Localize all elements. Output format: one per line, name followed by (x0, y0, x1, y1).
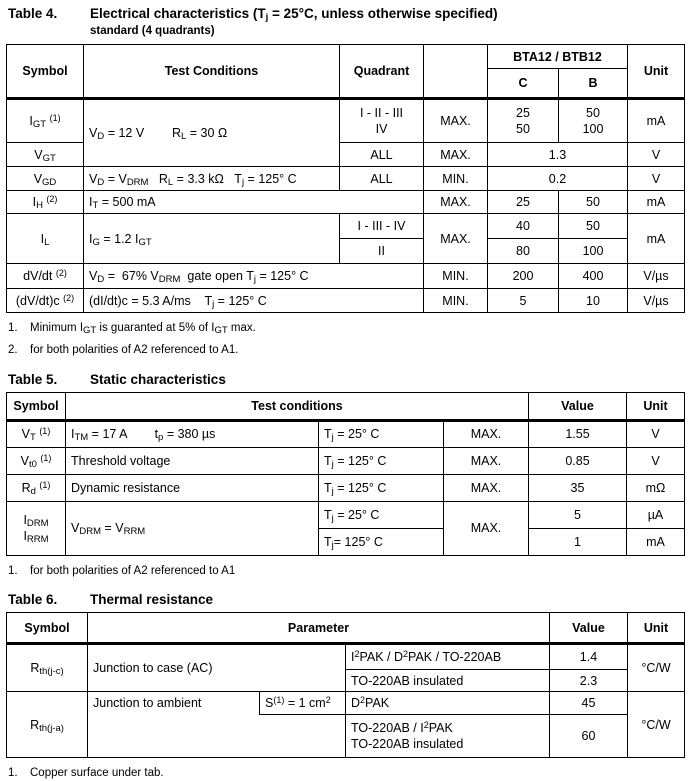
table-cell: I - III - IV (340, 214, 424, 239)
table-cell: MAX. (424, 143, 488, 167)
table-cell: $TO-220AB / I^2PAK$ TO-220AB insulated (346, 715, 550, 758)
table-4-footnote-1 (8, 321, 691, 335)
table-cell: $R_{th(j-a)}$ (7, 692, 88, 758)
table-cell: 25 (488, 191, 559, 214)
table-cell: (dI/dt)c = 5.3 A/ms $T_j = 125^\circ$ C (84, 289, 424, 313)
table-cell: V/µs (628, 264, 685, 289)
table-cell: $R_d$ $^{(1)}$ (7, 474, 66, 501)
table-row (7, 474, 685, 501)
table-cell: $I_H$ $^{(2)}$ (7, 191, 84, 214)
table-6-label: Table 6. (8, 592, 58, 608)
data-table (6, 392, 685, 556)
table-cell: Junction to ambient (88, 692, 260, 715)
data-table (6, 44, 685, 313)
table-cell: $T_j = 25^\circ$ C (319, 420, 444, 447)
table-5-static-characteristics (6, 392, 691, 556)
table-cell: MAX. (444, 420, 529, 447)
column-header (424, 45, 488, 99)
table-4-footnote-2 (8, 343, 691, 357)
table-cell: 25 50 (488, 99, 559, 143)
table-cell: $I_T = 500$ mA (84, 191, 424, 214)
table-cell: $V_{DRM} = V_{RRM}$ (66, 501, 319, 555)
table-cell (88, 715, 260, 758)
data-table (6, 612, 685, 758)
table-5-label: Table 5. (8, 371, 58, 387)
table-cell: Dynamic resistance (66, 474, 319, 501)
table-cell: mA (628, 191, 685, 214)
table-cell: $T_j = 125^\circ$ C (319, 474, 444, 501)
table-row (7, 191, 685, 214)
table-row (7, 289, 685, 313)
table-cell: (dV/dt)c $^{(2)}$ (7, 289, 84, 313)
footnote-number: 1. (8, 767, 18, 780)
table-cell: 1.55 (529, 420, 627, 447)
table-4-title (8, 6, 691, 21)
table-4-label: Table 4. (8, 6, 58, 21)
column-header: Symbol (7, 613, 88, 644)
column-header: Unit (627, 392, 685, 420)
table-cell: $D^2PAK$ (346, 692, 550, 715)
table-cell: $I_{DRM}$ $I_{RRM}$ (7, 501, 66, 555)
table-5-footnote-1 (8, 564, 691, 578)
table-cell: MIN. (424, 167, 488, 191)
column-header: Test Conditions (84, 45, 340, 99)
table-cell: $T_j= 125^\circ$ C (319, 528, 444, 555)
table-cell: $V_D = 67\%$ $V_{DRM}$ gate open $T_j = 125^\circ$ C (84, 264, 424, 289)
table-cell: °C/W (628, 692, 685, 758)
table-cell: V (627, 447, 685, 474)
table-cell: MAX. (424, 191, 488, 214)
table-row (7, 613, 685, 644)
table-row (7, 214, 685, 239)
table-cell: $V_{t0}$ $^{(1)}$ (7, 447, 66, 474)
column-header: Unit (628, 45, 685, 99)
table-cell: 45 (550, 692, 628, 715)
table-cell: V (628, 143, 685, 167)
table-row (7, 45, 685, 69)
table-cell: MIN. (424, 289, 488, 313)
table-cell: MAX. (444, 447, 529, 474)
table-cell: MAX. (444, 474, 529, 501)
table-cell: $T_j = 25^\circ$ C (319, 501, 444, 528)
footnote-text: for both polarities of A2 referenced to A1. (30, 344, 239, 357)
footnote-number: 1. (8, 322, 18, 334)
table-cell: TO-220AB insulated (346, 670, 550, 692)
table-cell: mA (627, 528, 685, 555)
footnote-text: Minimum $I_{GT}$ is guaranted at 5% of $I_{GT}$ max. (30, 322, 256, 336)
table-cell: 2.3 (550, 670, 628, 692)
table-cell: $I_{TM} = 17$ A $t_p = 380$ µs (66, 420, 319, 447)
table-cell: V (628, 167, 685, 191)
column-header: Value (550, 613, 628, 644)
table-row (7, 99, 685, 143)
column-header: Unit (628, 613, 685, 644)
table-cell: 10 (559, 289, 628, 313)
table-cell: V/µs (628, 289, 685, 313)
column-header: C (488, 69, 559, 99)
table-4-subtitle: standard (4 quadrants) (90, 25, 215, 37)
table-cell: MIN. (424, 264, 488, 289)
column-header: Test conditions (66, 392, 529, 420)
table-cell: $I_G = 1.2$ $I_{GT}$ (84, 214, 340, 264)
table-row (7, 692, 685, 715)
table-cell: MAX. (424, 214, 488, 264)
table-cell: 100 (559, 239, 628, 264)
table-cell: 60 (550, 715, 628, 758)
footnote-text: Copper surface under tab. (30, 767, 164, 780)
column-header: Quadrant (340, 45, 424, 99)
table-cell: $I_{GT}$ $^{(1)}$ (7, 99, 84, 143)
table-cell: ALL (340, 167, 424, 191)
table-cell: 1.4 (550, 644, 628, 670)
table-cell: 50 100 (559, 99, 628, 143)
table-cell: 5 (488, 289, 559, 313)
table-row (7, 392, 685, 420)
table-row (7, 447, 685, 474)
table-5-title (8, 372, 691, 387)
table-cell: 5 (529, 501, 627, 528)
table-cell: 1.3 (488, 143, 628, 167)
column-header: BTA12 / BTB12 (488, 45, 628, 69)
table-cell: Junction to case (AC) (88, 644, 346, 692)
table-cell: µA (627, 501, 685, 528)
footnote-number: 1. (8, 564, 18, 577)
footnote-number: 2. (8, 344, 18, 357)
table-cell: ALL (340, 143, 424, 167)
table-5-title-text: Static characteristics (90, 371, 226, 387)
table-cell: MAX. (444, 501, 529, 555)
table-cell: dV/dt $^{(2)}$ (7, 264, 84, 289)
table-cell: °C/W (628, 644, 685, 692)
table-row (7, 420, 685, 447)
table-cell: 400 (559, 264, 628, 289)
table-cell: I - II - III IV (340, 99, 424, 143)
table-6-title-text: Thermal resistance (90, 592, 214, 608)
table-cell: $V_{GT}$ (7, 143, 84, 167)
table-cell: $S^{(1)} = 1$ $cm^2$ (260, 692, 346, 715)
table-cell: 1 (529, 528, 627, 555)
table-cell: V (627, 420, 685, 447)
table-cell: $V_T$ $^{(1)}$ (7, 420, 66, 447)
table-cell: MAX. (424, 99, 488, 143)
table-cell: 0.2 (488, 167, 628, 191)
column-header: B (559, 69, 628, 99)
table-cell: $V_D = 12$ V $R_L = 30$ Ω (84, 99, 340, 167)
table-cell: mA (628, 214, 685, 264)
table-cell: mA (628, 99, 685, 143)
table-cell: $I^2PAK / D^2PAK / TO-220AB$ (346, 644, 550, 670)
footnote-text: for both polarities of A2 referenced to A1 (30, 564, 236, 577)
table-cell: $R_{th(j-c)}$ (7, 644, 88, 692)
table-cell: II (340, 239, 424, 264)
column-header: Symbol (7, 392, 66, 420)
column-header: Value (529, 392, 627, 420)
table-cell: 50 (559, 191, 628, 214)
table-row (7, 501, 685, 528)
table-row (7, 264, 685, 289)
table-cell: 35 (529, 474, 627, 501)
table-6-thermal-resistance (6, 612, 691, 758)
table-cell: Threshold voltage (66, 447, 319, 474)
column-header: Symbol (7, 45, 84, 99)
table-cell: 200 (488, 264, 559, 289)
table-6-title (8, 592, 691, 607)
column-header: Parameter (88, 613, 550, 644)
table-row (7, 715, 685, 758)
table-4-title-text: Electrical characteristics ($T_j = 25^\circ C$, unless otherwise specified) (90, 6, 498, 23)
table-cell: 0.85 (529, 447, 627, 474)
table-cell: $T_j = 125^\circ$ C (319, 447, 444, 474)
table-cell: 50 (559, 214, 628, 239)
table-row (7, 167, 685, 191)
table-cell: $V_D = V_{DRM}$ $R_L = 3.3$ kΩ $T_j = 125^\circ$ C (84, 167, 340, 191)
table-cell: 40 (488, 214, 559, 239)
table-cell: 80 (488, 239, 559, 264)
table-cell: $I_L$ (7, 214, 84, 264)
table-row (7, 644, 685, 670)
table-4-electrical-characteristics (6, 44, 691, 313)
table-cell: $V_{GD}$ (7, 167, 84, 191)
table-6-footnote-1 (8, 766, 691, 780)
table-cell (260, 715, 346, 758)
table-cell: mΩ (627, 474, 685, 501)
